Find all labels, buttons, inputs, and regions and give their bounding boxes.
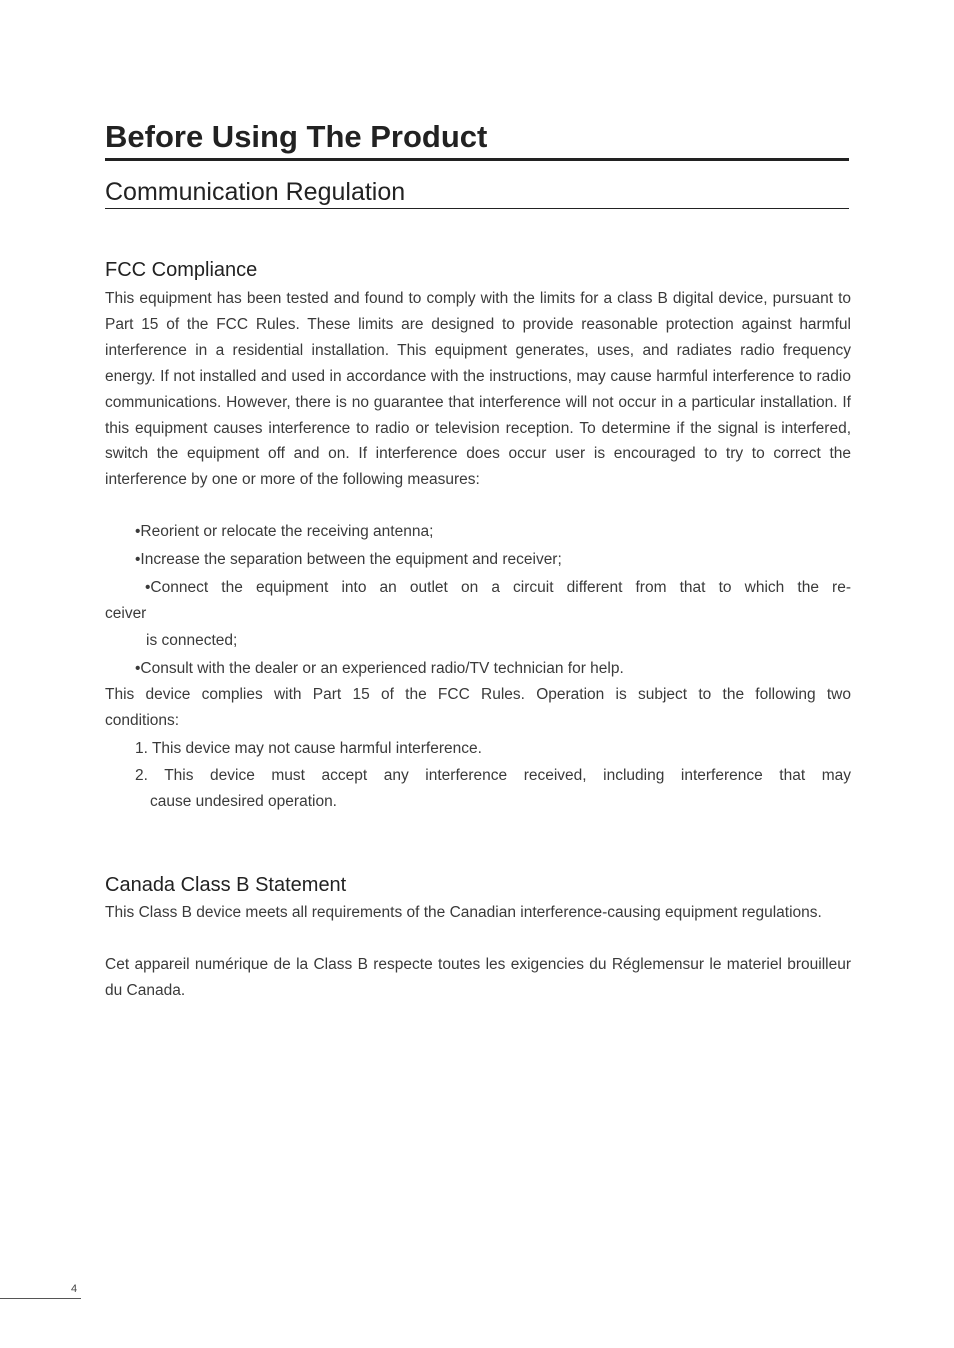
section-title: Communication Regulation <box>105 177 849 209</box>
page-title: Before Using The Product <box>105 118 849 161</box>
fcc-compliance-heading: FCC Compliance <box>105 259 258 281</box>
fcc-compliance-paragraph: This equipment has been tested and found to comply with the limits for a class B digital device, pursuant to Part 15 of the FCC Rules. These limits are designed to provide reasonable protection against harmful interference in a residential installation. This equipment generates, uses, and radiates radio frequency energy. If not installed and used in accordance with the instructions, may cause harmful interference to radio communications. However, there is no guarantee that interference will not occur in a particular installation. If this equipment causes interference to radio or television reception. To determine if the signal is interfered, switch the equipment off and on. If interference does occur user is encouraged to try to correct the interference by one or more of the following measures: <box>105 290 851 489</box>
condition-two: 2. This device must accept any interference received, including interference that may <box>135 767 851 784</box>
bullet-reorient-antenna: •Reorient or relocate the receiving antenna; <box>135 523 434 540</box>
fcc-compliance-statement: This device complies with Part 15 of the FCC Rules. Operation is subject to the following two <box>105 686 851 703</box>
bullet-connect-outlet: •Connect the equipment into an outlet on a circuit different from that to which the re- <box>145 579 851 596</box>
page-number: 4 <box>71 1283 78 1295</box>
condition-one: 1. This device may not cause harmful interference. <box>135 740 482 757</box>
condition-two-cont: cause undesired operation. <box>150 793 337 810</box>
footer-rule <box>0 1298 81 1299</box>
bullet-increase-separation: •Increase the separation between the equipment and receiver; <box>135 551 562 568</box>
canada-statement-heading: Canada Class B Statement <box>105 874 347 896</box>
canada-statement-english: This Class B device meets all requirements of the Canadian interference-causing equipment regulations. <box>105 904 822 921</box>
bullet-connect-outlet-cont: ceiver <box>105 605 147 622</box>
fcc-compliance-statement-cont: conditions: <box>105 712 180 729</box>
bullet-connect-outlet-end: is connected; <box>146 632 238 649</box>
canada-statement-french: Cet appareil numérique de la Class B respecte toutes les exigencies du Réglemensur le materiel brouilleur du Canada. <box>105 956 851 999</box>
bullet-consult-dealer: •Consult with the dealer or an experienced radio/TV technician for help. <box>135 660 624 677</box>
